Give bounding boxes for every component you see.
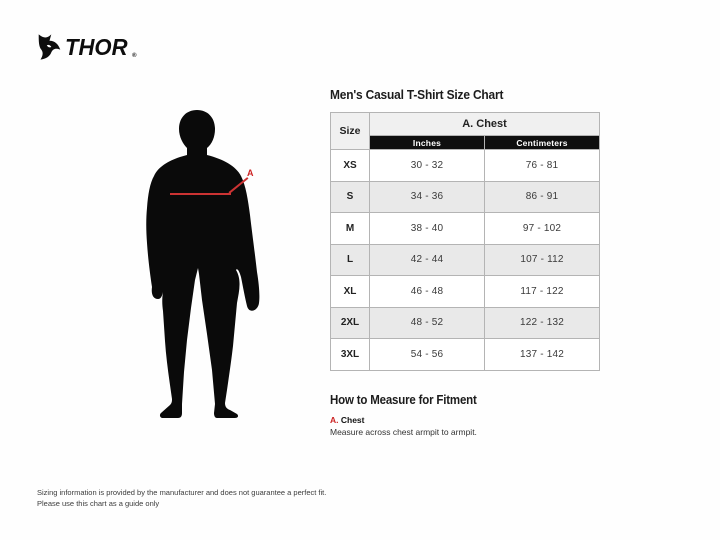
table-row (331, 181, 600, 213)
centimeters-cell: 122 - 132 (485, 307, 600, 339)
table-row (331, 150, 600, 182)
column-header-centimeters: Centimeters (485, 136, 600, 150)
measure-guide-title: How to Measure for Fitment (330, 393, 477, 407)
inches-cell: 42 - 44 (370, 244, 485, 276)
size-cell: XL (331, 276, 370, 308)
centimeters-cell: 97 - 102 (485, 213, 600, 245)
size-cell: L (331, 244, 370, 276)
size-cell: 3XL (331, 339, 370, 371)
disclaimer-line-2: Please use this chart as a guide only (37, 498, 160, 508)
size-chart-title: Men's Casual T-Shirt Size Chart (330, 87, 504, 102)
inches-cell: 54 - 56 (370, 339, 485, 371)
man-silhouette-graphic (138, 108, 270, 420)
inches-cell: 48 - 52 (370, 307, 485, 339)
registered-trademark-mark: ® (132, 53, 137, 59)
table-row (331, 213, 600, 245)
inches-cell: 30 - 32 (370, 150, 485, 182)
measure-guide-item (330, 414, 477, 439)
centimeters-cell: 76 - 81 (485, 150, 600, 182)
measure-item-name: Chest (340, 415, 365, 425)
column-header-size: Size (331, 113, 370, 150)
table-row (331, 276, 600, 308)
column-header-inches: Inches (370, 136, 485, 150)
centimeters-cell: 107 - 112 (485, 244, 600, 276)
centimeters-cell: 117 - 122 (485, 276, 600, 308)
measure-item-description: Measure across chest armpit to armpit. (330, 427, 477, 438)
thor-goat-icon (36, 33, 63, 61)
chest-measurement-label: A (247, 168, 254, 178)
chest-measurement-line (170, 193, 231, 195)
brand-wordmark: THOR (65, 33, 128, 60)
size-chart-table (330, 112, 600, 371)
size-cell: M (331, 213, 370, 245)
inches-cell: 38 - 40 (370, 213, 485, 245)
size-cell: S (331, 181, 370, 213)
disclaimer-line-1: Sizing information is provided by the manufacturer and does not guarantee a perfect fit. (37, 488, 327, 497)
centimeters-cell: 86 - 91 (485, 181, 600, 213)
disclaimer-text (37, 488, 326, 510)
size-cell: XS (331, 150, 370, 182)
size-cell: 2XL (331, 307, 370, 339)
column-header-chest: A. Chest (370, 113, 600, 136)
inches-cell: 46 - 48 (370, 276, 485, 308)
body-silhouette-figure (138, 108, 270, 420)
table-row (331, 244, 600, 276)
brand-logo (36, 33, 137, 61)
table-row (331, 307, 600, 339)
measure-item-key: A. (330, 415, 339, 425)
centimeters-cell: 137 - 142 (485, 339, 600, 371)
inches-cell: 34 - 36 (370, 181, 485, 213)
table-row (331, 339, 600, 371)
